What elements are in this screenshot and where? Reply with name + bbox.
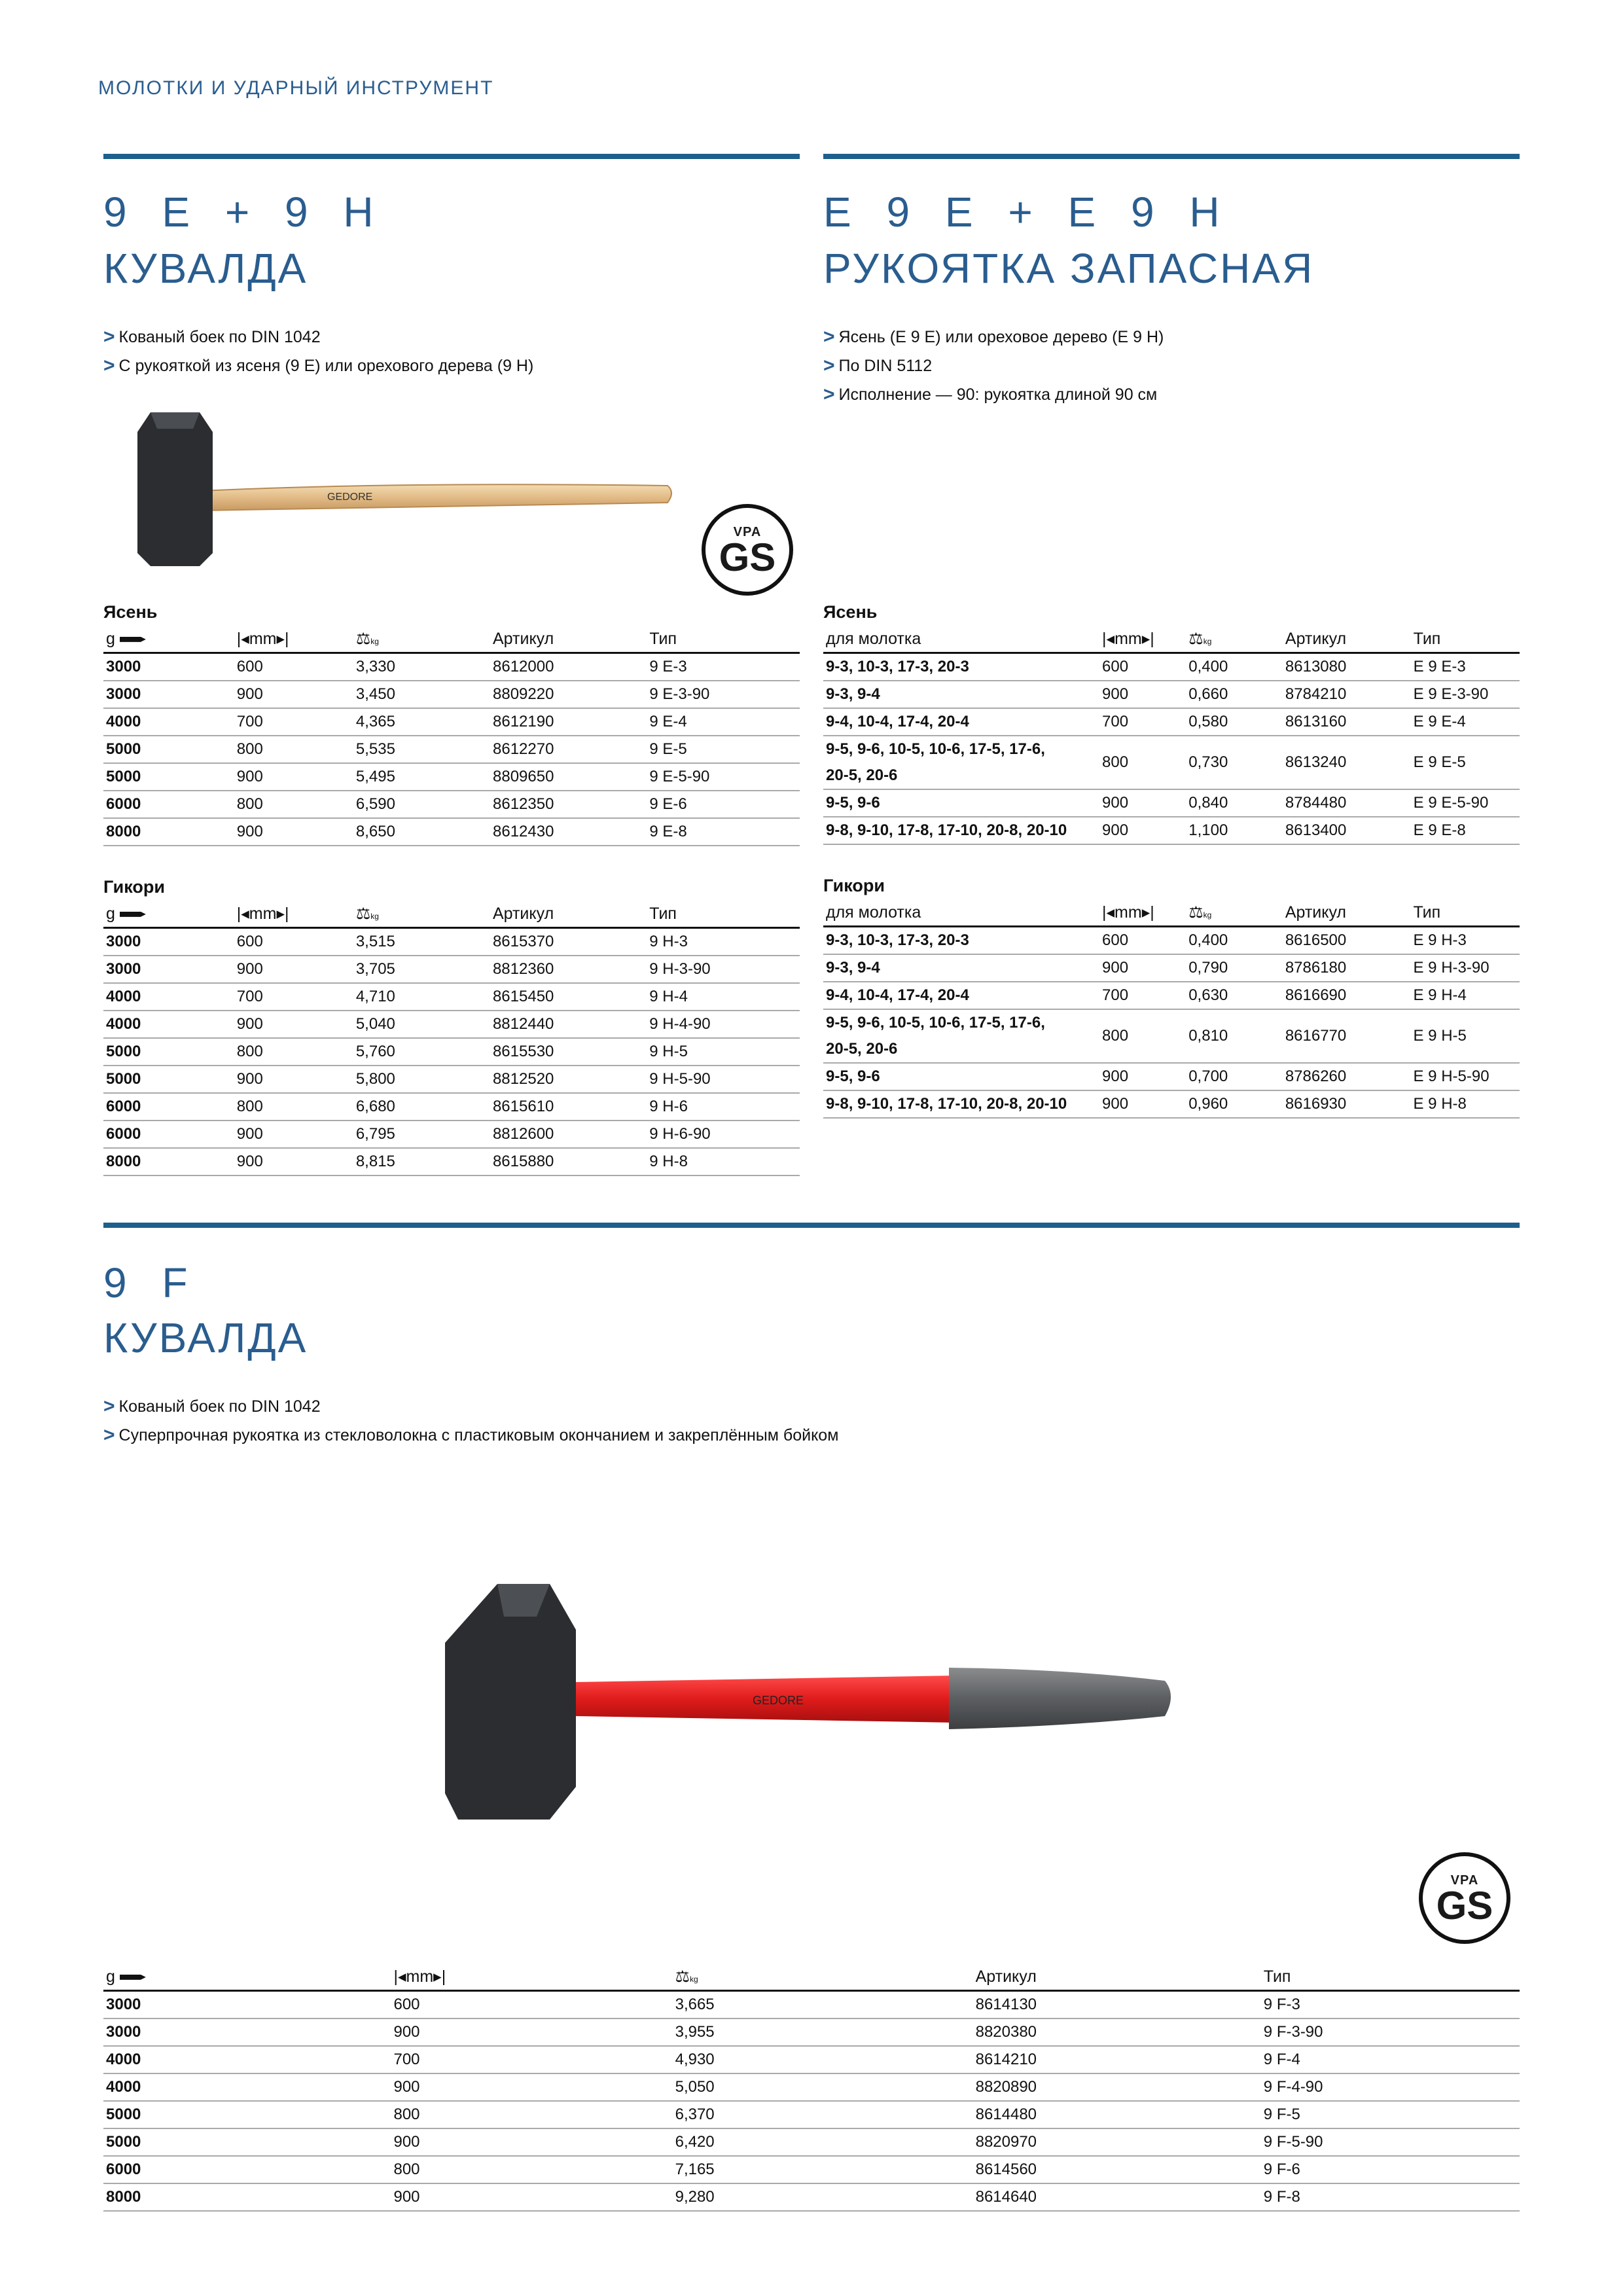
table-cell: 9 H-3-90 (647, 956, 800, 983)
table-cell: 8812520 (490, 1066, 647, 1093)
table-cell: 9 E-8 (647, 818, 800, 846)
table-cell: 4,930 (673, 2046, 973, 2073)
svg-text:GEDORE: GEDORE (753, 1694, 804, 1707)
table-cell: 3,330 (353, 653, 490, 681)
scale-icon: ⚖ (675, 1967, 690, 1986)
table-cell: 8786180 (1283, 954, 1411, 982)
sledgehammer-wood-image (131, 412, 681, 569)
table-cell: 6000 (103, 791, 234, 818)
table-cell: 8612190 (490, 708, 647, 736)
table-label: Гикори (103, 877, 165, 897)
table-cell: 900 (1099, 1063, 1186, 1090)
table-cell: E 9 H-5-90 (1411, 1063, 1520, 1090)
table-cell: 900 (234, 956, 353, 983)
product-title: КУВАЛДА (103, 1314, 308, 1361)
arrow-icon: > (103, 355, 115, 376)
table-header: Артикул (1283, 626, 1411, 653)
table-row (103, 2073, 1520, 2101)
length-icon: |◂mm▸| (236, 905, 289, 923)
table-cell: 8615450 (490, 983, 647, 1011)
table-cell: 5,040 (353, 1011, 490, 1038)
table-cell: 900 (234, 681, 353, 708)
table-cell: 8809220 (490, 681, 647, 708)
table-cell: 800 (391, 2101, 672, 2128)
table-cell: E 9 H-5 (1411, 1009, 1520, 1063)
table-header (234, 901, 353, 928)
table-cell: 8613080 (1283, 653, 1411, 681)
feature-list (823, 327, 1164, 414)
scale-icon: ⚖ (1188, 630, 1204, 648)
table-cell: 8612270 (490, 736, 647, 763)
table-cell: 900 (391, 2018, 672, 2046)
table-header: ⚖kg (353, 901, 490, 928)
length-icon: |◂mm▸| (1102, 903, 1154, 922)
gs-certification-badge: VPA GS (1419, 1852, 1510, 1944)
table-row (823, 1063, 1520, 1090)
table-row (103, 983, 800, 1011)
table-cell: 5,760 (353, 1038, 490, 1066)
table-cell: 8613400 (1283, 817, 1411, 844)
table-cell: 4000 (103, 708, 234, 736)
table-header: Тип (1261, 1964, 1520, 1991)
table-header: ⚖kg (353, 626, 490, 653)
feature-item: > Суперпрочная рукоятка из стекловолокна с пластиковым окончанием и закреплённым бойком (103, 1424, 839, 1446)
table-cell: E 9 H-3-90 (1411, 954, 1520, 982)
table-header: Тип (647, 626, 800, 653)
table-cell: 600 (1099, 927, 1186, 955)
table-cell: 8616500 (1283, 927, 1411, 955)
table-header: Артикул (973, 1964, 1261, 1991)
table-row (103, 1991, 1520, 2019)
table-cell: 600 (391, 1991, 672, 2019)
table-cell: 700 (234, 708, 353, 736)
table-cell: 800 (234, 791, 353, 818)
table-row (823, 927, 1520, 955)
table-cell: 8784480 (1283, 789, 1411, 817)
table-cell: 3000 (103, 1991, 391, 2019)
table-header (1099, 899, 1186, 927)
table-cell: 5000 (103, 2128, 391, 2156)
table-row (823, 736, 1520, 789)
feature-item: > Кованый боек по DIN 1042 (103, 326, 321, 348)
table-cell: 9-5, 9-6 (823, 1063, 1099, 1090)
table-row (103, 653, 800, 681)
table-cell: 9 F-5 (1261, 2101, 1520, 2128)
table-cell: 5,535 (353, 736, 490, 763)
table-cell: 9 H-4 (647, 983, 800, 1011)
table-cell: 0,630 (1186, 982, 1283, 1009)
table-header (391, 1964, 672, 1991)
weight-g-header: g (106, 1967, 115, 1986)
table-row (823, 653, 1520, 681)
table-row (103, 928, 800, 956)
table-row (823, 681, 1520, 708)
sledgehammer-fiberglass-image (445, 1571, 1178, 1820)
table-row (103, 956, 800, 983)
table-cell: 9 H-6 (647, 1093, 800, 1121)
table-cell: 8809650 (490, 763, 647, 791)
table-cell: 0,400 (1186, 927, 1283, 955)
table-cell: 8614640 (973, 2183, 1261, 2211)
table-cell: 800 (1099, 1009, 1186, 1063)
hickory-handle-table (823, 899, 1520, 1119)
table-header: для молотка (823, 626, 1099, 653)
table-header: ⚖kg (1186, 626, 1283, 653)
table-cell: 9 H-5 (647, 1038, 800, 1066)
length-icon: |◂mm▸| (393, 1967, 446, 1986)
table-cell: 900 (1099, 954, 1186, 982)
table-cell: 9 F-4-90 (1261, 2073, 1520, 2101)
table-cell: 5000 (103, 1038, 234, 1066)
table-cell: 900 (234, 818, 353, 846)
table-cell: 0,790 (1186, 954, 1283, 982)
table-cell: 6,370 (673, 2101, 973, 2128)
table-cell: 9 E-3 (647, 653, 800, 681)
table-cell: 800 (234, 1038, 353, 1066)
arrow-icon: > (103, 1395, 115, 1417)
table-cell: 900 (1099, 789, 1186, 817)
table-cell: 0,580 (1186, 708, 1283, 736)
table-cell: 900 (391, 2183, 672, 2211)
table-row (103, 2046, 1520, 2073)
table-cell: 6,795 (353, 1121, 490, 1148)
table-cell: 8614210 (973, 2046, 1261, 2073)
table-cell: 8612350 (490, 791, 647, 818)
table-cell: 5000 (103, 736, 234, 763)
table-cell: 8000 (103, 818, 234, 846)
arrow-icon: > (823, 326, 835, 348)
table-cell: 600 (234, 653, 353, 681)
feature-item: > По DIN 5112 (823, 355, 933, 376)
table-cell: 4000 (103, 2046, 391, 2073)
table-cell: 0,840 (1186, 789, 1283, 817)
table-row (103, 2101, 1520, 2128)
table-cell: 600 (234, 928, 353, 956)
table-cell: 4000 (103, 1011, 234, 1038)
table-cell: 3,955 (673, 2018, 973, 2046)
table-row (103, 1066, 800, 1093)
scale-icon: ⚖ (1188, 903, 1204, 922)
table-cell: 800 (234, 1093, 353, 1121)
table-cell: 9-4, 10-4, 17-4, 20-4 (823, 708, 1099, 736)
table-header (103, 626, 234, 653)
arrow-icon: > (823, 384, 835, 405)
table-row (103, 1148, 800, 1175)
table-cell: 900 (391, 2128, 672, 2156)
table-cell: 900 (234, 1066, 353, 1093)
table-cell: 900 (1099, 1090, 1186, 1118)
table-cell: 8615610 (490, 1093, 647, 1121)
table-cell: 0,660 (1186, 681, 1283, 708)
table-label: Ясень (103, 602, 158, 622)
table-cell: 6,420 (673, 2128, 973, 2156)
table-row (103, 1093, 800, 1121)
weight-g-header: g (106, 904, 115, 923)
table-cell: 5000 (103, 763, 234, 791)
table-cell: 8,650 (353, 818, 490, 846)
table-header (103, 901, 234, 928)
table-cell: 0,960 (1186, 1090, 1283, 1118)
table-cell: 6000 (103, 1121, 234, 1148)
table-cell: 4,365 (353, 708, 490, 736)
table-cell: 8000 (103, 1148, 234, 1175)
table-cell: 800 (391, 2156, 672, 2183)
table-cell: 5,495 (353, 763, 490, 791)
feature-item: > Кованый боек по DIN 1042 (103, 1395, 321, 1417)
table-cell: 0,700 (1186, 1063, 1283, 1090)
table-row (103, 2018, 1520, 2046)
table-cell: 600 (1099, 653, 1186, 681)
table-cell: 0,400 (1186, 653, 1283, 681)
table-cell: 8000 (103, 2183, 391, 2211)
table-cell: 9 E-3-90 (647, 681, 800, 708)
table-row (103, 1011, 800, 1038)
scale-icon: ⚖ (355, 905, 371, 923)
table-header: Артикул (490, 901, 647, 928)
page-category: МОЛОТКИ И УДАРНЫЙ ИНСТРУМЕНТ (98, 77, 494, 99)
table-cell: 8614480 (973, 2101, 1261, 2128)
table-header: Тип (647, 901, 800, 928)
hickory-hammer-table (103, 901, 800, 1176)
feature-item: > Ясень (E 9 E) или ореховое дерево (E 9 H) (823, 326, 1164, 348)
table-label: Гикори (823, 876, 885, 895)
table-cell: 9 F-3-90 (1261, 2018, 1520, 2046)
table-cell: 8614560 (973, 2156, 1261, 2183)
table-cell: 8616770 (1283, 1009, 1411, 1063)
table-cell: 700 (1099, 982, 1186, 1009)
arrow-icon: > (823, 355, 835, 376)
table-cell: 9 H-6-90 (647, 1121, 800, 1148)
table-cell: 3000 (103, 928, 234, 956)
table-row (103, 818, 800, 846)
table-cell: 900 (234, 763, 353, 791)
table-cell: 900 (1099, 817, 1186, 844)
table-cell: E 9 E-8 (1411, 817, 1520, 844)
section-rule (823, 154, 1520, 159)
table-cell: 800 (1099, 736, 1186, 789)
length-icon: |◂mm▸| (236, 630, 289, 648)
table-header: Тип (1411, 899, 1520, 927)
table-cell: 900 (234, 1121, 353, 1148)
table-cell: E 9 E-5 (1411, 736, 1520, 789)
table-cell: 9-5, 9-6, 10-5, 10-6, 17-5, 17-6, 20-5, 20-6 (823, 1009, 1099, 1063)
table-cell: 9-3, 9-4 (823, 954, 1099, 982)
table-cell: 9 E-5-90 (647, 763, 800, 791)
table-cell: 8615370 (490, 928, 647, 956)
ash-hammer-table (103, 626, 800, 846)
table-cell: 8613240 (1283, 736, 1411, 789)
table-cell: 900 (391, 2073, 672, 2101)
table-cell: 8784210 (1283, 681, 1411, 708)
table-cell: E 9 H-8 (1411, 1090, 1520, 1118)
table-cell: 700 (1099, 708, 1186, 736)
table-header: Артикул (1283, 899, 1411, 927)
table-cell: 8820970 (973, 2128, 1261, 2156)
gs-certification-badge: VPA GS (702, 504, 793, 596)
table-cell: 9 E-4 (647, 708, 800, 736)
length-icon: |◂mm▸| (1102, 630, 1154, 648)
table-cell: 4,710 (353, 983, 490, 1011)
table-cell: E 9 E-4 (1411, 708, 1520, 736)
table-cell: 9 F-3 (1261, 1991, 1520, 2019)
table-cell: 9 F-4 (1261, 2046, 1520, 2073)
table-cell: 8612430 (490, 818, 647, 846)
table-cell: 9-4, 10-4, 17-4, 20-4 (823, 982, 1099, 1009)
table-row (103, 791, 800, 818)
table-cell: 900 (1099, 681, 1186, 708)
table-header: Артикул (490, 626, 647, 653)
table-cell: 9-3, 10-3, 17-3, 20-3 (823, 653, 1099, 681)
table-cell: 8820890 (973, 2073, 1261, 2101)
table-cell: 700 (234, 983, 353, 1011)
table-cell: 700 (391, 2046, 672, 2073)
table-row (823, 1090, 1520, 1118)
table-row (823, 982, 1520, 1009)
table-row (103, 1121, 800, 1148)
table-row (103, 2156, 1520, 2183)
table-cell: 8615880 (490, 1148, 647, 1175)
table-cell: 6,590 (353, 791, 490, 818)
table-cell: 8820380 (973, 2018, 1261, 2046)
table-cell: 0,730 (1186, 736, 1283, 789)
table-cell: 8614130 (973, 1991, 1261, 2019)
table-cell: 3000 (103, 2018, 391, 2046)
table-cell: 8612000 (490, 653, 647, 681)
feature-item: > Исполнение — 90: рукоятка длиной 90 см (823, 384, 1158, 405)
table-cell: 9 H-8 (647, 1148, 800, 1175)
table-header (1099, 626, 1186, 653)
table-cell: 3000 (103, 681, 234, 708)
product-title: РУКОЯТКА ЗАПАСНАЯ (823, 245, 1315, 292)
table-cell: 8615530 (490, 1038, 647, 1066)
table-cell: 0,810 (1186, 1009, 1283, 1063)
table-row (103, 2183, 1520, 2211)
table-cell: 9-8, 9-10, 17-8, 17-10, 20-8, 20-10 (823, 1090, 1099, 1118)
table-cell: 8,815 (353, 1148, 490, 1175)
table-header: ⚖kg (1186, 899, 1283, 927)
table-cell: 9 F-6 (1261, 2156, 1520, 2183)
table-row (103, 736, 800, 763)
table-cell: 9 E-5 (647, 736, 800, 763)
table-cell: 8812360 (490, 956, 647, 983)
table-cell: 8812440 (490, 1011, 647, 1038)
table-cell: 9-3, 10-3, 17-3, 20-3 (823, 927, 1099, 955)
table-row (103, 2128, 1520, 2156)
table-row (823, 708, 1520, 736)
product-code: 9 F (103, 1259, 200, 1306)
table-cell: 900 (234, 1011, 353, 1038)
table-cell: E 9 H-3 (1411, 927, 1520, 955)
table-cell: 8616690 (1283, 982, 1411, 1009)
arrow-icon: > (103, 1424, 115, 1446)
section-rule (103, 1223, 1520, 1228)
table-row (823, 789, 1520, 817)
table-cell: E 9 E-3 (1411, 653, 1520, 681)
feature-list (103, 327, 533, 385)
product-code: 9 E + 9 H (103, 188, 385, 236)
table-cell: 9 F-8 (1261, 2183, 1520, 2211)
scale-icon: ⚖ (355, 630, 371, 648)
table-row (103, 763, 800, 791)
table-cell: 8812600 (490, 1121, 647, 1148)
table-header: для молотка (823, 899, 1099, 927)
table-cell: 7,165 (673, 2156, 973, 2183)
table-cell: 3,450 (353, 681, 490, 708)
table-cell: 8786260 (1283, 1063, 1411, 1090)
table-cell: 9 H-4-90 (647, 1011, 800, 1038)
table-cell: 6000 (103, 2156, 391, 2183)
arrow-icon: > (103, 326, 115, 348)
product-code: E 9 E + E 9 H (823, 188, 1232, 236)
table-cell: 8616930 (1283, 1090, 1411, 1118)
table-row (103, 1038, 800, 1066)
table-cell: 4000 (103, 983, 234, 1011)
weight-g-header: g (106, 629, 115, 648)
ash-handle-table (823, 626, 1520, 845)
table-cell: 3,705 (353, 956, 490, 983)
fiberglass-hammer-table (103, 1964, 1520, 2212)
table-cell: 3,515 (353, 928, 490, 956)
table-cell: 9-8, 9-10, 17-8, 17-10, 20-8, 20-10 (823, 817, 1099, 844)
table-cell: 800 (234, 736, 353, 763)
table-cell: 9 H-3 (647, 928, 800, 956)
table-cell: 1,100 (1186, 817, 1283, 844)
table-header: Тип (1411, 626, 1520, 653)
table-row (103, 681, 800, 708)
table-row (823, 1009, 1520, 1063)
svg-text:GEDORE: GEDORE (327, 492, 373, 503)
table-cell: 9-5, 9-6 (823, 789, 1099, 817)
table-cell: 3000 (103, 956, 234, 983)
table-cell: 4000 (103, 2073, 391, 2101)
table-row (823, 954, 1520, 982)
table-cell: E 9 H-4 (1411, 982, 1520, 1009)
table-header (234, 626, 353, 653)
feature-item: > С рукояткой из ясеня (9 E) или орехового дерева (9 H) (103, 355, 534, 376)
table-cell: 9-3, 9-4 (823, 681, 1099, 708)
table-cell: 9 H-5-90 (647, 1066, 800, 1093)
table-cell: 6000 (103, 1093, 234, 1121)
product-title: КУВАЛДА (103, 245, 308, 292)
table-cell: 9-5, 9-6, 10-5, 10-6, 17-5, 17-6, 20-5, 20-6 (823, 736, 1099, 789)
table-cell: 900 (234, 1148, 353, 1175)
table-cell: 5,800 (353, 1066, 490, 1093)
table-cell: 5000 (103, 1066, 234, 1093)
table-cell: E 9 E-5-90 (1411, 789, 1520, 817)
table-row (103, 708, 800, 736)
table-cell: 9,280 (673, 2183, 973, 2211)
section-rule (103, 154, 800, 159)
table-header (103, 1964, 391, 1991)
feature-list (103, 1397, 838, 1454)
table-row (823, 817, 1520, 844)
table-cell: 8613160 (1283, 708, 1411, 736)
table-cell: 9 E-6 (647, 791, 800, 818)
table-cell: 3000 (103, 653, 234, 681)
table-cell: 5,050 (673, 2073, 973, 2101)
table-cell: 9 F-5-90 (1261, 2128, 1520, 2156)
table-label: Ясень (823, 602, 878, 622)
table-cell: 6,680 (353, 1093, 490, 1121)
table-cell: 3,665 (673, 1991, 973, 2019)
table-cell: E 9 E-3-90 (1411, 681, 1520, 708)
table-header: ⚖kg (673, 1964, 973, 1991)
table-cell: 5000 (103, 2101, 391, 2128)
